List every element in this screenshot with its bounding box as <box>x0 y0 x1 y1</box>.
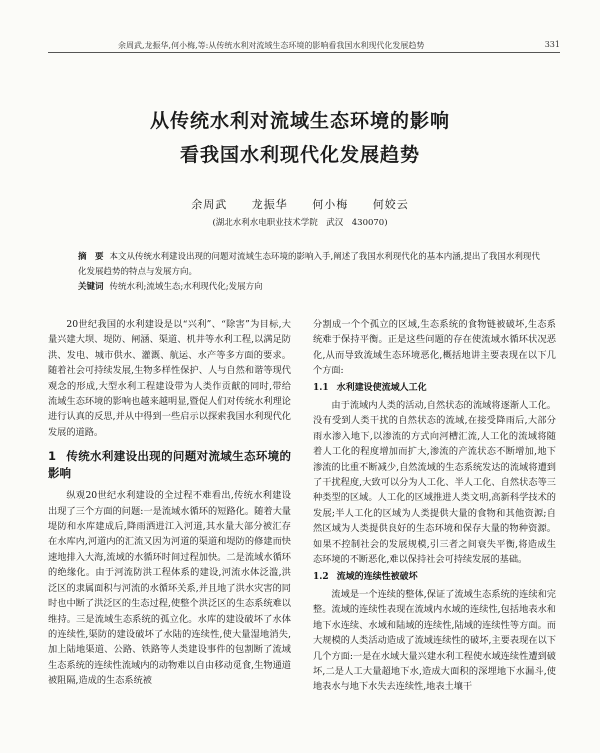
subsection-title: 水利建设使流域人工化 <box>336 382 427 393</box>
right-column <box>313 317 556 695</box>
section-number: 1 <box>48 449 57 464</box>
running-head <box>48 40 560 53</box>
affiliation: (湖北水利水电职业技术学院 武汉 430070) <box>212 218 388 228</box>
intro-paragraph: 20世纪我国的水利建设是以“兴利”、“除害”为目标,大量兴建大坝、堤防、闸涵、渠道、机井等水利工程,以满足防洪、发电、城市供水、灌溉、航运、水产等多方面的要求。随着社会可持续发展,生物多样性保护、人与自然和谐等现代观念的形成,大型水利工程建设带为人类作贡献的同时,带给流域生态环境的影响也越来越明显,暨促人们对传统水利理论进行认真的反思,并从中得到一些启示以探索我国水利现代化发展的道路。 <box>48 319 291 438</box>
author: 余周武 <box>191 198 228 211</box>
subsection-heading <box>313 381 556 396</box>
author: 何小梅 <box>312 198 349 211</box>
section-paragraph: 纵观20世纪水利建设的全过程不难看出,传统水利建设出现了三个方面的问题:一是流域水循环的短路化。随着大量堤防和水库建成后,降雨洒进江入河道,其水量大部分被汇存在水库内,河道内的汇流又因为河道的渠道和堤防的修建而快速地排入大海,流域的水循环时间过程加快。二是流域水循环的绝缘化。由于河流防洪工程体系的建设,河流水体泛滥,洪泛区的隶属面积与河流的水循环关系,并且地了洪水灾害的同时也中断了洪泛区的生态过程,使整个洪泛区的生态系统难以维持。三是流域生态系统的孤立化。水库的建设破坏了水体的连续性,渠防的建设破坏了水陆的连续性,使大量湿地消失,加上陆地渠道、公路、铁路等人类建设事件的包割断了流域生态系统的连续性流域内的动物难以自由移动觅食,生物通道被阻隔,造成的生态系统被 <box>48 490 291 687</box>
abstract <box>78 250 548 280</box>
subsection-number: 1.2 <box>313 571 329 582</box>
subsection-paragraph: 由于流域内人类的活动,自然状态的流域将逐渐人工化。没有受到人类干扰的自然状态的流域,在接受降雨后,大部分雨水渗入地下,以渗流的方式向河槽汇流,人工化的流域将随着人工化的程度增加而扩大,渗流的产流状态不断增加,地下渗流的比重不断减少,自然流域的生态系统发达的流域将遭到了干扰程度,大致可以分为人工化、半人工化、自然状态等三种类型的区域。人工化的区域推进人类文明,高新科学技术的发展;半人工化的区域为人类提供大量的食物和其他资源;自然区域为人类提供良好的生态环境和保存大量的物种资源。如果不控制社会的发展规模,引三者之间衰失平衡,将造成生态环境的不断恶化,难以保持社会可持续发展的基础。 <box>313 400 556 566</box>
subsection-paragraph: 流域是一个连续的整体,保证了流域生态系统的连续和完整。流域的连续性表现在流域内水域的连续性,包括地表水和地下水连续、水域和陆域的连续性,陆域的连续性等方面。而大规模的人类活动造成了流域连续性的破坏,主要表现在以下几个方面:一是在水域大量兴建水利工程使水域连续性遭到破坏,二是人工大量超地下水,造成大面积的深埋地下水漏斗,使地表水与地下水失去连续性,地表土壤干 <box>313 588 556 693</box>
section-heading <box>48 448 291 482</box>
subsection-heading <box>313 570 556 585</box>
keywords-text: 传统水利;流域生态;水利现代化;发展方向 <box>109 282 263 292</box>
continued-paragraph: 分割成一个个孤立的区域,生态系统的食物链被破坏,生态系统难于保持平衡。正是这些问题的存在使流域水循环状况恶化,从而导致流域生态环境恶化,概括地讲主要表现在以下几个方面: <box>313 319 556 377</box>
paper-title-line1: 从传统水利对流域生态环境的影响 <box>149 110 450 132</box>
author: 何姣云 <box>372 198 409 211</box>
running-head-text: 余周武,龙振华,何小梅,等:从传统水利对流域生态环境的影响看我国水利现代化发展趋势 <box>118 41 425 50</box>
abstract-text: 本文从传统水利建设出现的问题对流域生态环境的影响入手,阐述了我国水利现代化的基本内涵,提出了我国水利现代化发展趋势的特点与发展方向。 <box>78 252 540 277</box>
keywords <box>78 280 548 295</box>
subsection-title: 流域的连续性被破坏 <box>336 571 418 582</box>
section-title: 传统水利建设出现的问题对流域生态环境的影响 <box>48 449 291 481</box>
keywords-label: 关键词 <box>78 282 104 292</box>
subsection-number: 1.1 <box>313 382 329 393</box>
abstract-label: 摘 要 <box>78 252 104 262</box>
abstract-block <box>78 250 548 295</box>
author: 龙振华 <box>251 198 288 211</box>
page-number: 331 <box>544 40 560 49</box>
paper-title-line2: 看我国水利现代化发展趋势 <box>179 144 420 166</box>
author-list <box>0 196 600 212</box>
left-column <box>48 317 291 689</box>
